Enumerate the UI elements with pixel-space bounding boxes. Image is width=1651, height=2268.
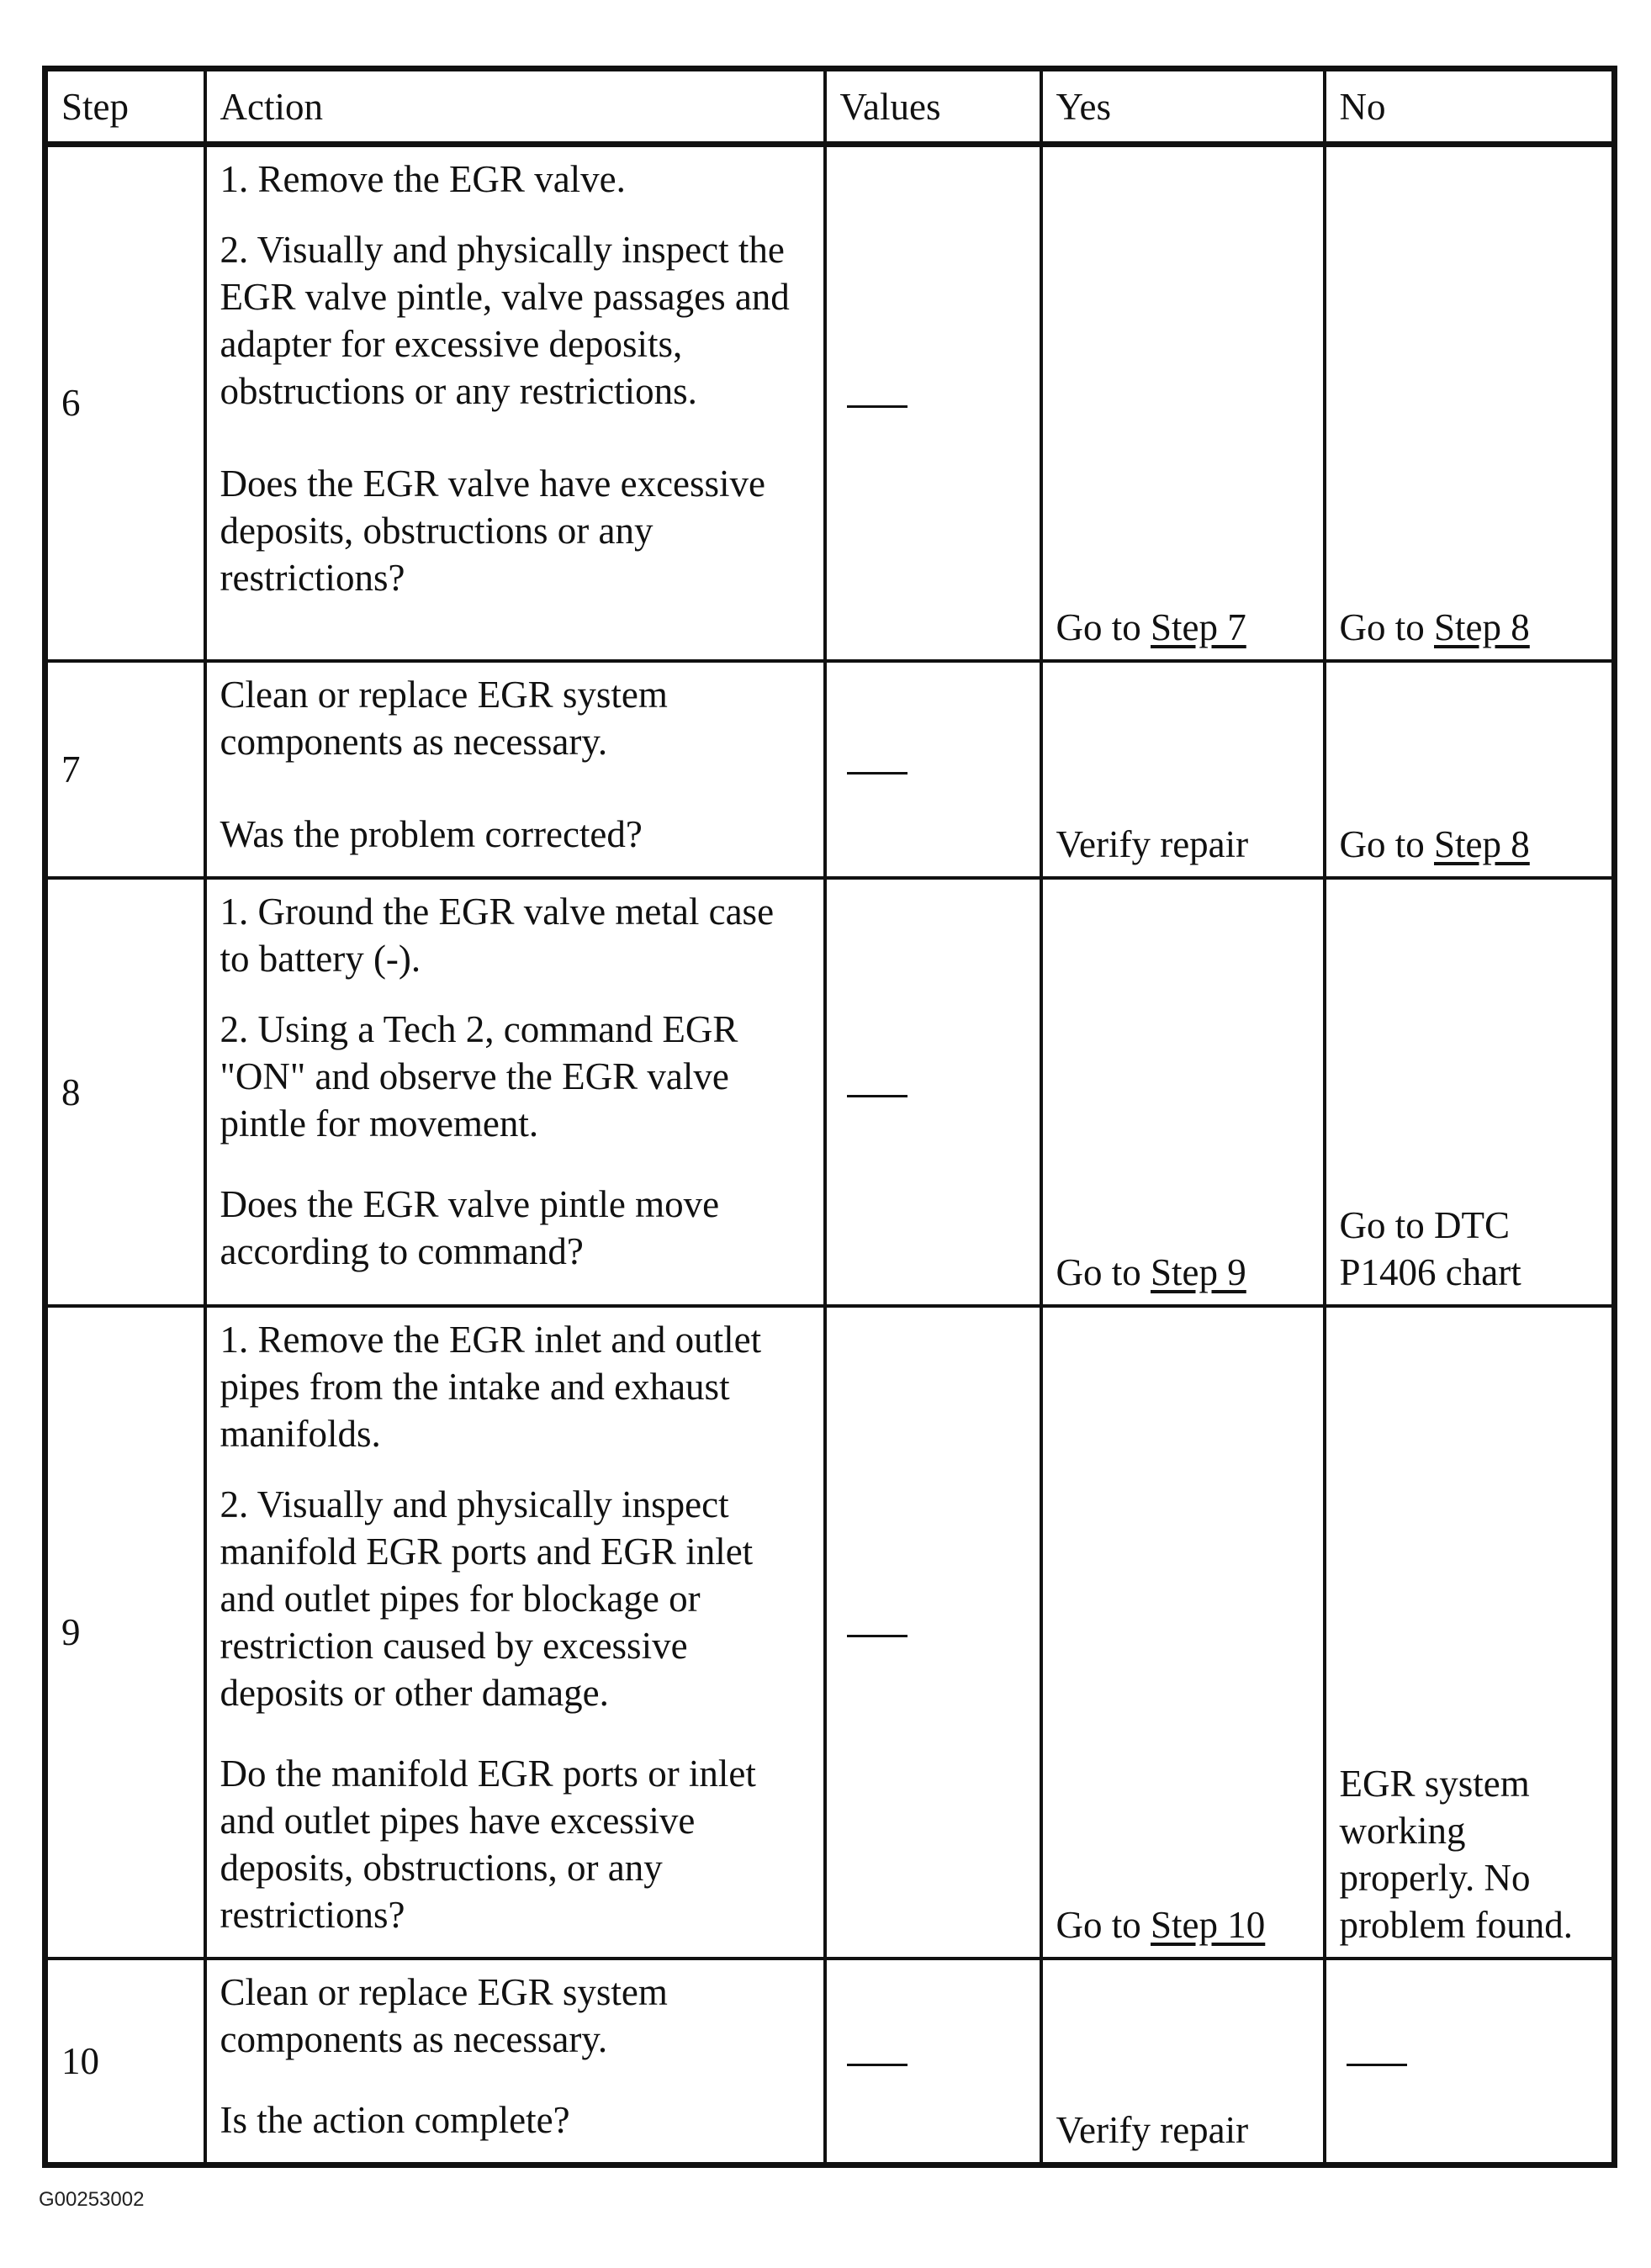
yes-cell: Verify repair bbox=[1041, 1959, 1325, 2165]
no-text: Go to bbox=[1339, 605, 1434, 648]
table-row-step-8 bbox=[45, 878, 1615, 1307]
action-instruction: 1. Remove the EGR valve. bbox=[220, 158, 626, 200]
table-row-step-9 bbox=[45, 1306, 1615, 1959]
values-cell bbox=[825, 145, 1041, 661]
header-values: Values bbox=[825, 69, 1041, 145]
action-question: Does the EGR valve pintle move according to command? bbox=[220, 1182, 720, 1272]
yes-step-link[interactable]: Step 7 bbox=[1151, 605, 1246, 648]
yes-text: Go to bbox=[1056, 1251, 1151, 1294]
yes-text: Go to bbox=[1056, 605, 1151, 648]
action-instruction: 2. Using a Tech 2, command EGR "ON" and observe the EGR valve pintle for movement. bbox=[220, 1007, 738, 1145]
no-cell bbox=[1325, 661, 1615, 878]
table-row-step-10 bbox=[45, 1959, 1615, 2165]
action-instruction: 1. Remove the EGR inlet and outlet pipes from the intake and exhaust manifolds. bbox=[220, 1319, 762, 1456]
no-step-link[interactable]: Step 8 bbox=[1434, 605, 1530, 648]
empty-value-dash bbox=[847, 2064, 908, 2066]
diagnostic-table bbox=[42, 66, 1617, 2168]
yes-step-link[interactable]: Step 10 bbox=[1151, 1904, 1266, 1947]
action-cell bbox=[205, 661, 825, 878]
step-number: 8 bbox=[45, 878, 205, 1307]
values-cell bbox=[825, 661, 1041, 878]
action-cell bbox=[205, 1306, 825, 1959]
step-number: 10 bbox=[45, 1959, 205, 2165]
action-instruction: 2. Visually and physically inspect the EGR valve pintle, valve passages and adapter for excessive deposits, obstructions or any restrictions. bbox=[220, 229, 790, 412]
action-cell bbox=[205, 878, 825, 1307]
empty-value-dash bbox=[1347, 2064, 1407, 2066]
header-row bbox=[45, 69, 1615, 145]
action-question: Was the problem corrected? bbox=[220, 812, 643, 855]
no-cell bbox=[1325, 1959, 1615, 2165]
yes-cell bbox=[1041, 145, 1325, 661]
figure-code: G00253002 bbox=[39, 2188, 145, 2211]
step-number: 9 bbox=[45, 1306, 205, 1959]
header-no: No bbox=[1325, 69, 1615, 145]
action-question: Does the EGR valve have excessive deposits, obstructions or any restrictions? bbox=[220, 463, 766, 599]
step-number: 7 bbox=[45, 661, 205, 878]
action-instruction: 1. Ground the EGR valve metal case to battery (-). bbox=[220, 890, 775, 980]
table-row-step-7 bbox=[45, 661, 1615, 878]
empty-value-dash bbox=[847, 1095, 908, 1097]
no-cell: EGR system working properly. No problem found. bbox=[1325, 1306, 1615, 1959]
action-instruction: 2. Visually and physically inspect manifold EGR ports and EGR inlet and outlet pipes for blockage or restriction caused by excessive deposits or other damage. bbox=[220, 1483, 754, 1715]
table-row-step-6 bbox=[45, 145, 1615, 661]
header-yes: Yes bbox=[1041, 69, 1325, 145]
yes-cell: Verify repair bbox=[1041, 661, 1325, 878]
no-cell bbox=[1325, 145, 1615, 661]
header-action: Action bbox=[205, 69, 825, 145]
empty-value-dash bbox=[847, 1635, 908, 1637]
no-cell: Go to DTC P1406 chart bbox=[1325, 878, 1615, 1307]
values-cell bbox=[825, 1959, 1041, 2165]
yes-cell bbox=[1041, 1306, 1325, 1959]
no-text: Go to bbox=[1339, 822, 1434, 865]
values-cell bbox=[825, 1306, 1041, 1959]
action-question: Is the action complete? bbox=[220, 2099, 570, 2142]
empty-value-dash bbox=[847, 405, 908, 408]
action-question: Do the manifold EGR ports or inlet and outlet pipes have excessive deposits, obstructions, or any restrictions? bbox=[220, 1753, 756, 1937]
no-step-link[interactable]: Step 8 bbox=[1434, 822, 1530, 865]
action-cell bbox=[205, 1959, 825, 2165]
values-cell bbox=[825, 878, 1041, 1307]
action-instruction: Clean or replace EGR system components as necessary. bbox=[220, 673, 668, 763]
action-instruction: Clean or replace EGR system components as necessary. bbox=[220, 1971, 668, 2061]
header-step: Step bbox=[45, 69, 205, 145]
action-cell bbox=[205, 145, 825, 661]
empty-value-dash bbox=[847, 772, 908, 775]
step-number: 6 bbox=[45, 145, 205, 661]
yes-text: Go to bbox=[1056, 1904, 1151, 1947]
yes-cell bbox=[1041, 878, 1325, 1307]
yes-step-link[interactable]: Step 9 bbox=[1151, 1251, 1246, 1294]
